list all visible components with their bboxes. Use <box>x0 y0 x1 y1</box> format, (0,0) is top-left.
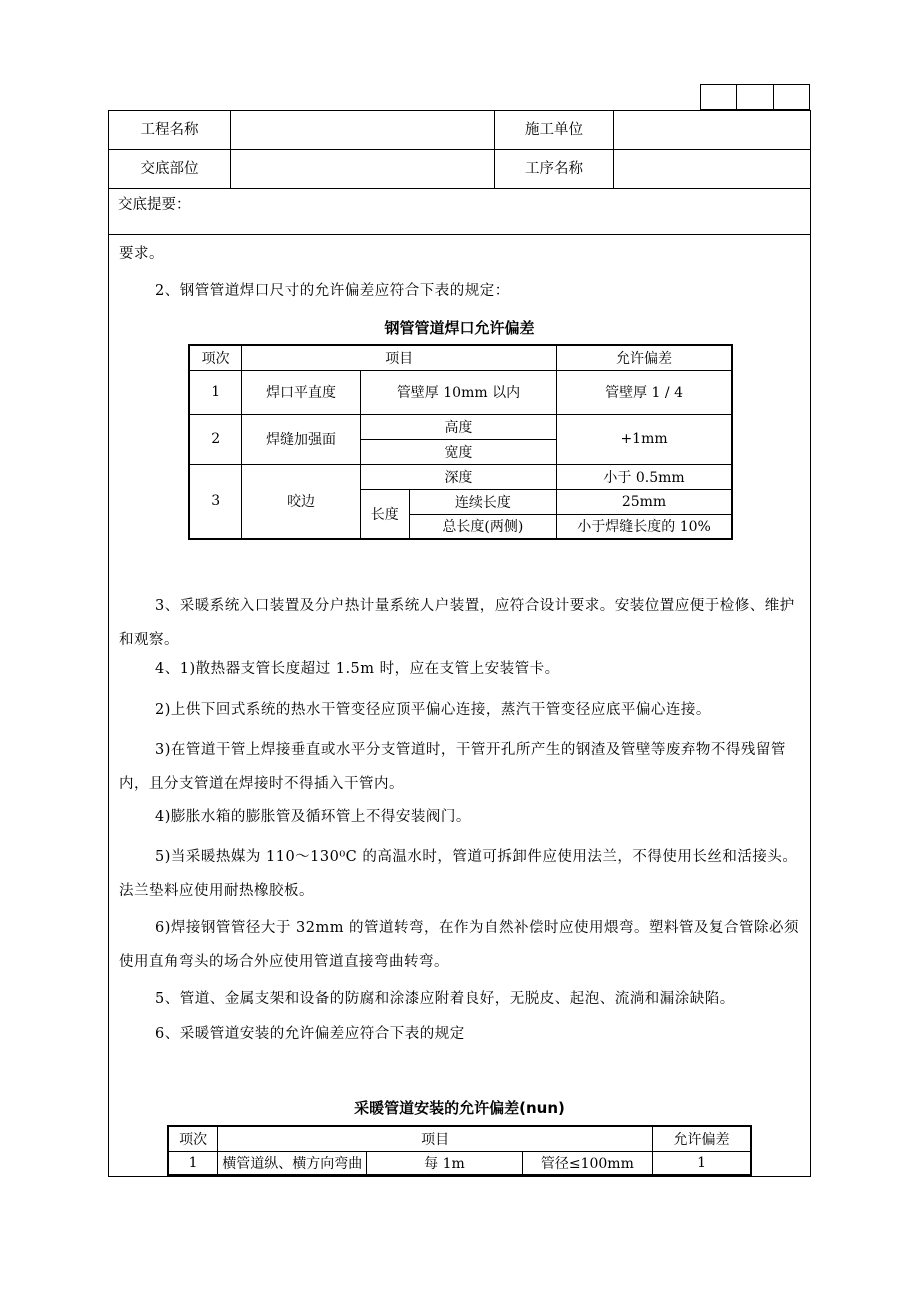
weld-tolerance-table <box>188 344 733 540</box>
project-name-value <box>231 111 495 149</box>
paragraph-4-3: 3)在管道干管上焊接垂直或水平分支管道时，干管开孔所产生的钢渣及管壁等废弃物不得残留管内，且分支管道在焊接时不得插入干管内。 <box>119 742 786 792</box>
install-table-title: 采暖管道安装的允许偏差(nun) <box>354 1099 565 1117</box>
row-tolerance: 小于 0.5mm <box>557 464 732 489</box>
paragraph-6: 6、采暖管道安装的允许偏差应符合下表的规定 <box>155 1026 465 1042</box>
table-row <box>189 414 732 439</box>
row-subgroup: 长度 <box>360 489 409 539</box>
process-name-label: 工序名称 <box>495 150 614 188</box>
row-per: 每 1m <box>367 1151 522 1175</box>
table-row <box>189 370 732 414</box>
row-tolerance: 管壁厚 1 / 4 <box>557 370 732 414</box>
row-no: 3 <box>189 464 242 539</box>
row-detail: 宽度 <box>360 439 556 464</box>
header-row-2 <box>109 150 810 189</box>
paragraph-4-1: 4、1)散热器支管长度超过 1.5m 时，应在支管上安装管卡。 <box>155 661 560 677</box>
row-detail: 连续长度 <box>409 489 556 514</box>
row-tolerance: 小于焊缝长度的 10% <box>557 514 732 539</box>
row-detail: 总长度(两侧) <box>409 514 556 539</box>
header-cell: 项目 <box>218 1126 653 1151</box>
paragraph-2: 2、钢管管道焊口尺寸的允许偏差应符合下表的规定： <box>155 283 510 299</box>
table-row <box>168 1126 751 1151</box>
corner-box <box>700 84 737 110</box>
table-row <box>189 464 732 489</box>
paragraph-4-6: 6)焊接钢管管径大于 32mm 的管道转弯，在作为自然补偿时应使用煨弯。塑料管及复合管除必须使用直角弯头的场合外应使用管道直接弯曲转弯。 <box>119 920 800 970</box>
row-condition: 管径≤100mm <box>522 1151 652 1175</box>
row-item: 咬边 <box>242 464 361 539</box>
row-tolerance: +1mm <box>557 414 732 464</box>
header-cell: 允许偏差 <box>557 345 732 370</box>
row-no: 2 <box>189 414 242 464</box>
row-tolerance: 25mm <box>557 489 732 514</box>
paragraph-4-5: 5)当采暖热媒为 110～130⁰C 的高温水时，管道可拆卸件应使用法兰，不得使用长丝和活接头。法兰垫料应使用耐热橡胶板。 <box>119 849 798 899</box>
row-item: 焊口平直度 <box>242 370 361 414</box>
project-name-label: 工程名称 <box>109 111 231 149</box>
construction-unit-label: 施工单位 <box>495 111 614 149</box>
paragraph-5: 5、管道、金属支架和设备的防腐和涂漆应附着良好，无脱皮、起泡、流淌和漏涂缺陷。 <box>155 991 735 1007</box>
header-row-1 <box>109 111 810 150</box>
row-tolerance: 1 <box>653 1151 751 1175</box>
disclosure-part-value <box>231 150 495 188</box>
row-no: 1 <box>189 370 242 414</box>
disclosure-part-label: 交底部位 <box>109 150 231 188</box>
header-cell: 允许偏差 <box>653 1126 751 1151</box>
corner-box <box>774 84 810 110</box>
row-item: 横管道纵、横方向弯曲 <box>218 1151 367 1175</box>
corner-boxes <box>700 84 810 110</box>
process-name-value <box>614 150 810 188</box>
row-no: 1 <box>168 1151 218 1175</box>
row-detail: 管壁厚 10mm 以内 <box>360 370 556 414</box>
header-cell: 项次 <box>189 345 242 370</box>
document-frame <box>108 110 811 1177</box>
header-cell: 项次 <box>168 1126 218 1151</box>
row-detail: 深度 <box>360 464 556 489</box>
table-row <box>168 1151 751 1175</box>
paragraph-4-2: 2)上供下回式系统的热水干管变径应顶平偏心连接，蒸汽干管变径应底平偏心连接。 <box>155 702 711 718</box>
paragraph-4-4: 4)膨胀水箱的膨胀管及循环管上不得安装阀门。 <box>155 809 471 825</box>
table-row <box>189 345 732 370</box>
corner-box <box>737 84 773 110</box>
summary-label: 交底提要： <box>109 189 810 235</box>
install-tolerance-table <box>167 1125 752 1176</box>
paragraph-requirement: 要求。 <box>119 246 164 262</box>
construction-unit-value <box>614 111 810 149</box>
header-cell: 项目 <box>242 345 557 370</box>
weld-table-title: 钢管管道焊口允许偏差 <box>384 319 535 337</box>
row-item: 焊缝加强面 <box>242 414 361 464</box>
row-detail: 高度 <box>360 414 556 439</box>
paragraph-3: 3、采暖系统入口装置及分户热计量系统人户装置，应符合设计要求。安装位置应便于检修、维护和观察。 <box>119 598 795 648</box>
